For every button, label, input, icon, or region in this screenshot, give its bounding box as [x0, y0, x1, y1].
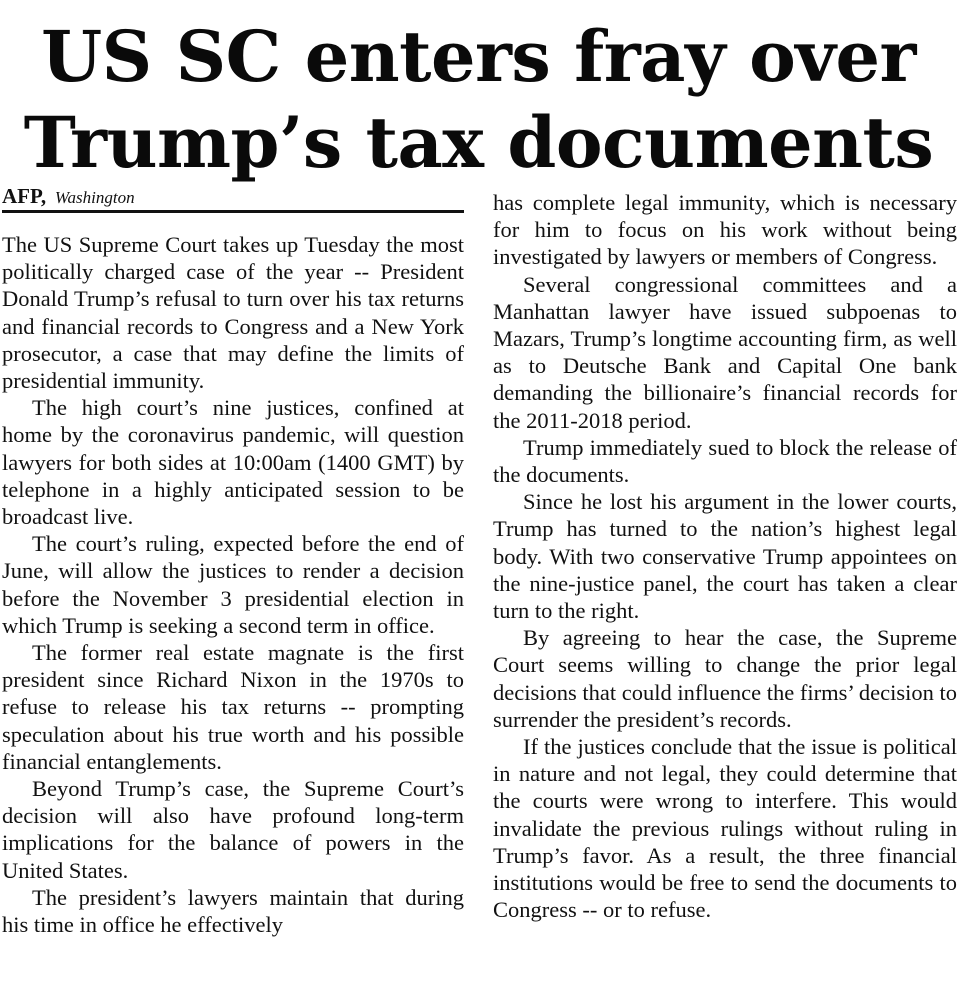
- headline-line-2: Trump’s tax documents: [23, 101, 934, 184]
- byline: [2, 183, 464, 213]
- byline-dateline: Washington: [54, 188, 135, 207]
- paragraph-continued: has complete legal immunity, which is necessary for him to focus on his work without being investigated by lawyers or members of Congress.: [493, 190, 957, 270]
- paragraph: Several congressional committees and a Manhattan lawyer have issued subpoenas to Mazars, Trump’s longtime accounting firm, as well as to Deutsche Bank and Capital One bank demanding the billionaire’s financial records for the 2011-2018 period.: [493, 271, 957, 433]
- byline-agency: AFP,: [2, 184, 47, 208]
- headline: [0, 14, 957, 186]
- paragraph: The president’s lawyers maintain that during his time in office he effectively: [2, 884, 464, 938]
- paragraph: Beyond Trump’s case, the Supreme Court’s decision will also have profound long-term implications for the balance of powers in the United States.: [2, 776, 464, 883]
- article-column-left: [2, 231, 464, 938]
- paragraph: The high court’s nine justices, confined at home by the coronavirus pandemic, will question lawyers for both sides at 10:00am (1400 GMT) by telephone in a highly anticipated session to be broadcast live.: [2, 395, 464, 530]
- paragraph: The former real estate magnate is the first president since Richard Nixon in the 1970s to refuse to release his tax returns -- prompting speculation about his true worth and his possible financial entanglements.: [2, 640, 464, 774]
- paragraph: Since he lost his argument in the lower courts, Trump has turned to the nation’s highest legal body. With two conservative Trump appointees on the nine-justice panel, the court has taken a clear turn to the right.: [493, 489, 957, 624]
- paragraph: The court’s ruling, expected before the end of June, will allow the justices to render a decision before the November 3 presidential election in which Trump is seeking a second term in office.: [2, 531, 464, 638]
- article-column-right: [493, 189, 957, 923]
- paragraph: If the justices conclude that the issue is political in nature and not legal, they could determine that the courts were wrong to interfere. This would invalidate the previous rulings without ruling in Trump’s favor. As a result, the three financial institutions would be free to send the documents to Congress -- or to refuse.: [493, 734, 957, 923]
- paragraph: The US Supreme Court takes up Tuesday the most politically charged case of the year -- President Donald Trump’s refusal to turn over his tax returns and financial records to Congress and a New York prosecutor, a case that may define the limits of presidential immunity.: [2, 232, 464, 394]
- paragraph: By agreeing to hear the case, the Supreme Court seems willing to change the prior legal decisions that could influence the firms’ decision to surrender the president’s records.: [493, 625, 957, 732]
- paragraph: Trump immediately sued to block the release of the documents.: [493, 434, 957, 488]
- headline-line-1: US SC enters fray over: [41, 15, 916, 98]
